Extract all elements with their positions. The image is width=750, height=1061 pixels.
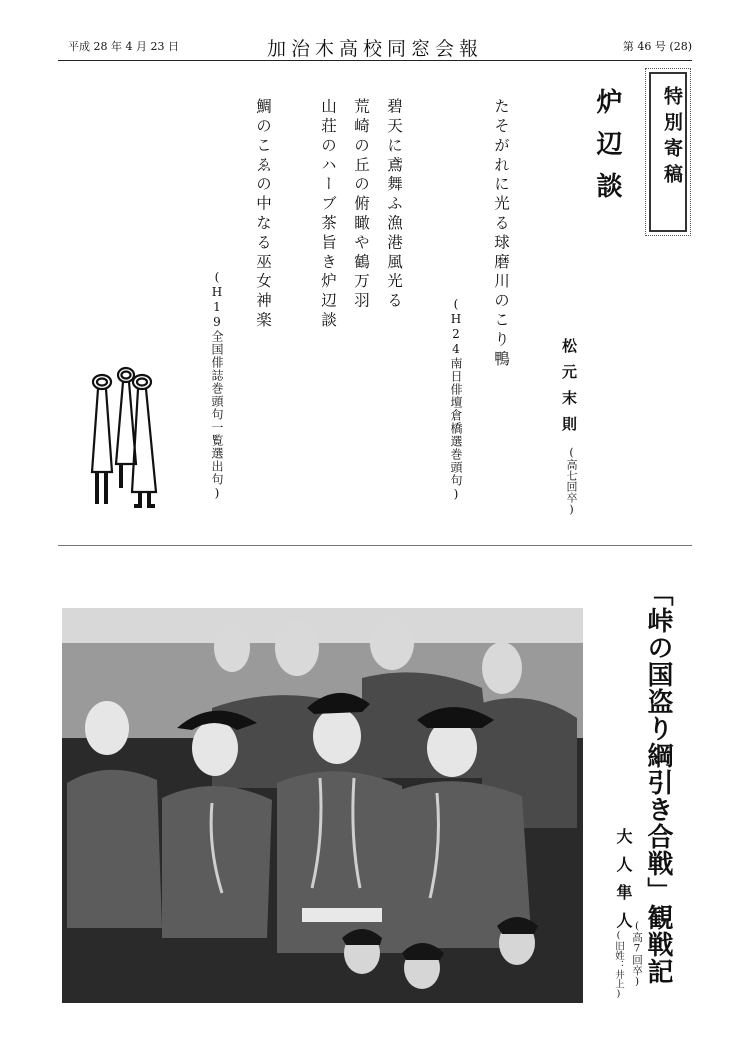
article-author: 大人隼人	[614, 828, 633, 940]
issue-number: 第 46 号 (28)	[622, 40, 692, 53]
column-title: 炉辺談	[592, 88, 622, 214]
article-title: 「峠の国盗り綱引き合戦」観戦記	[643, 580, 673, 985]
event-photo	[62, 608, 583, 1003]
badge-label: 特別寄稿	[661, 86, 683, 190]
haiku-1: たそがれに光る球磨川のこり鴨	[492, 98, 510, 370]
header-rule	[58, 60, 692, 61]
haiku-5-note: (H19全国俳誌巻頭句一覧選出句)	[210, 270, 224, 501]
special-contribution-badge	[649, 72, 687, 232]
column-author: 松元末則	[560, 338, 578, 442]
issue-date: 平成 28 年 4 月 23 日	[68, 40, 179, 53]
haiku-5: 鯛のこゑの中なる巫女神楽	[254, 98, 272, 331]
haiku-1-note: (H24南日俳壇倉橋選巻頭句)	[449, 297, 463, 502]
newsletter-title: 加治木高校同窓会報	[266, 38, 483, 60]
column-author-note: (高七回卒)	[565, 446, 578, 516]
haiku-4: 山荘のハーブ茶旨き炉辺談	[319, 98, 337, 331]
haiku-2: 碧天に鳶舞ふ漁港風光る	[385, 98, 403, 312]
section-divider	[58, 545, 692, 546]
article-author-former-name: (旧姓：井上)	[613, 930, 624, 1000]
article-author-note: (高7回卒)	[631, 920, 643, 988]
figures-illustration	[88, 360, 168, 510]
haiku-3: 荒崎の丘の俯瞰や鶴万羽	[352, 98, 370, 312]
